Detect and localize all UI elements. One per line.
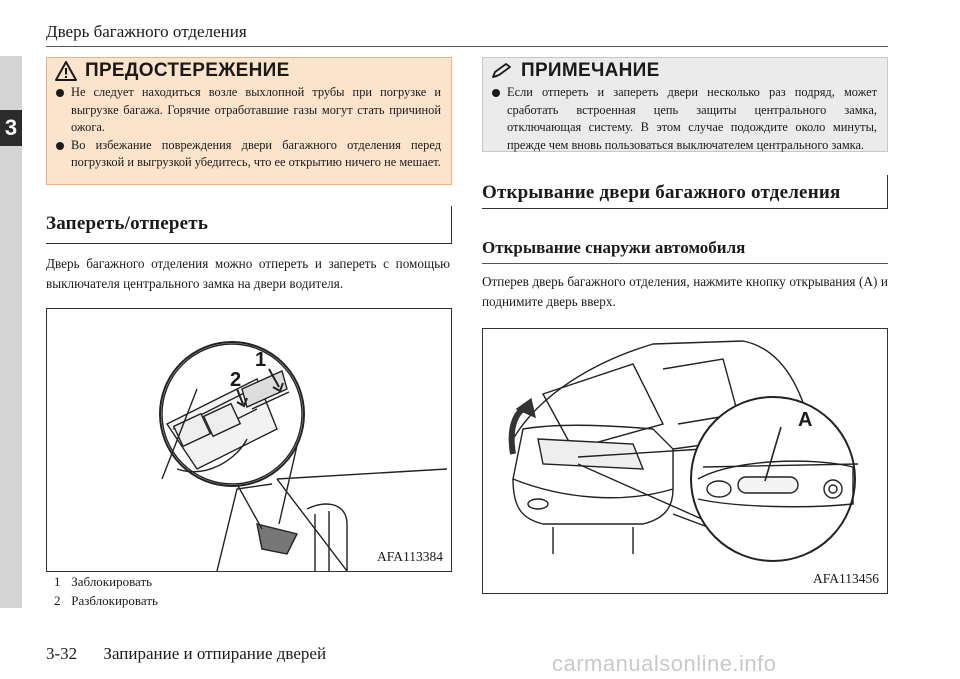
legend-item: 1 Заблокировать bbox=[54, 574, 153, 589]
figure-id: AFA113384 bbox=[376, 549, 443, 564]
pencil-icon bbox=[491, 62, 513, 80]
header-divider bbox=[46, 46, 888, 47]
legend-item: 2 Разблокировать bbox=[54, 593, 158, 608]
footer-chapter-title: Запирание и отпирание дверей bbox=[103, 644, 327, 663]
door-switch-illustration bbox=[47, 309, 451, 571]
open-section-heading: Открывание двери багажного отделения bbox=[482, 182, 841, 203]
warning-item: Не следует находиться возле выхлопной трубы при погрузке и выгрузке багажа. Горячие отработавшие газы могут стать причиной ожога. bbox=[71, 84, 441, 137]
lock-switch-figure bbox=[46, 308, 452, 572]
warning-title: ПРЕДОСТЕРЕЖЕНИЕ bbox=[85, 60, 290, 81]
tailgate-illustration bbox=[483, 329, 887, 593]
note-box bbox=[482, 57, 888, 152]
lock-section-text: Дверь багажного отделения можно отпереть и запереть с помощью выключателя центрального замка на двери водителя. bbox=[46, 256, 450, 291]
figure-id: AFA113456 bbox=[812, 571, 879, 586]
subheading-divider bbox=[482, 263, 888, 264]
site-watermark: carmanualsonline.info bbox=[552, 651, 777, 676]
note-item: Если отпереть и запереть двери несколько раз подряд, может сработать встроенная цепь защиты центрального замка, отключающая систему. В этом случае подождите около минуты, прежде чем вновь пользоваться выключателем центрального замка. bbox=[507, 84, 877, 154]
warning-box bbox=[46, 57, 452, 185]
warning-triangle-icon bbox=[55, 61, 77, 81]
tailgate-figure bbox=[482, 328, 888, 594]
note-header bbox=[483, 58, 887, 82]
open-section-text: Отперев дверь багажного отделения, нажмите кнопку открывания (А) и поднимите дверь вверх. bbox=[482, 274, 888, 309]
chapter-number: 3 bbox=[0, 110, 22, 146]
note-list bbox=[483, 84, 887, 154]
callout-2: 2 bbox=[230, 369, 242, 391]
page-header-title: Дверь багажного отделения bbox=[46, 22, 247, 41]
figure-legend bbox=[54, 572, 158, 610]
warning-header bbox=[47, 58, 451, 82]
lock-section-heading: Запереть/отпереть bbox=[46, 213, 209, 234]
callout-a: A bbox=[798, 409, 813, 431]
page-footer bbox=[46, 644, 326, 664]
callout-1: 1 bbox=[255, 349, 267, 371]
note-title: ПРИМЕЧАНИЕ bbox=[521, 60, 660, 81]
page-number: 3-32 bbox=[46, 644, 78, 663]
warning-item: Во избежание повреждения двери багажного отделения перед погрузкой и выгрузкой убедитесь, что ее открытию ничего не мешает. bbox=[71, 137, 441, 172]
warning-list bbox=[47, 84, 451, 172]
open-subheading: Открывание снаружи автомобиля bbox=[482, 238, 746, 257]
